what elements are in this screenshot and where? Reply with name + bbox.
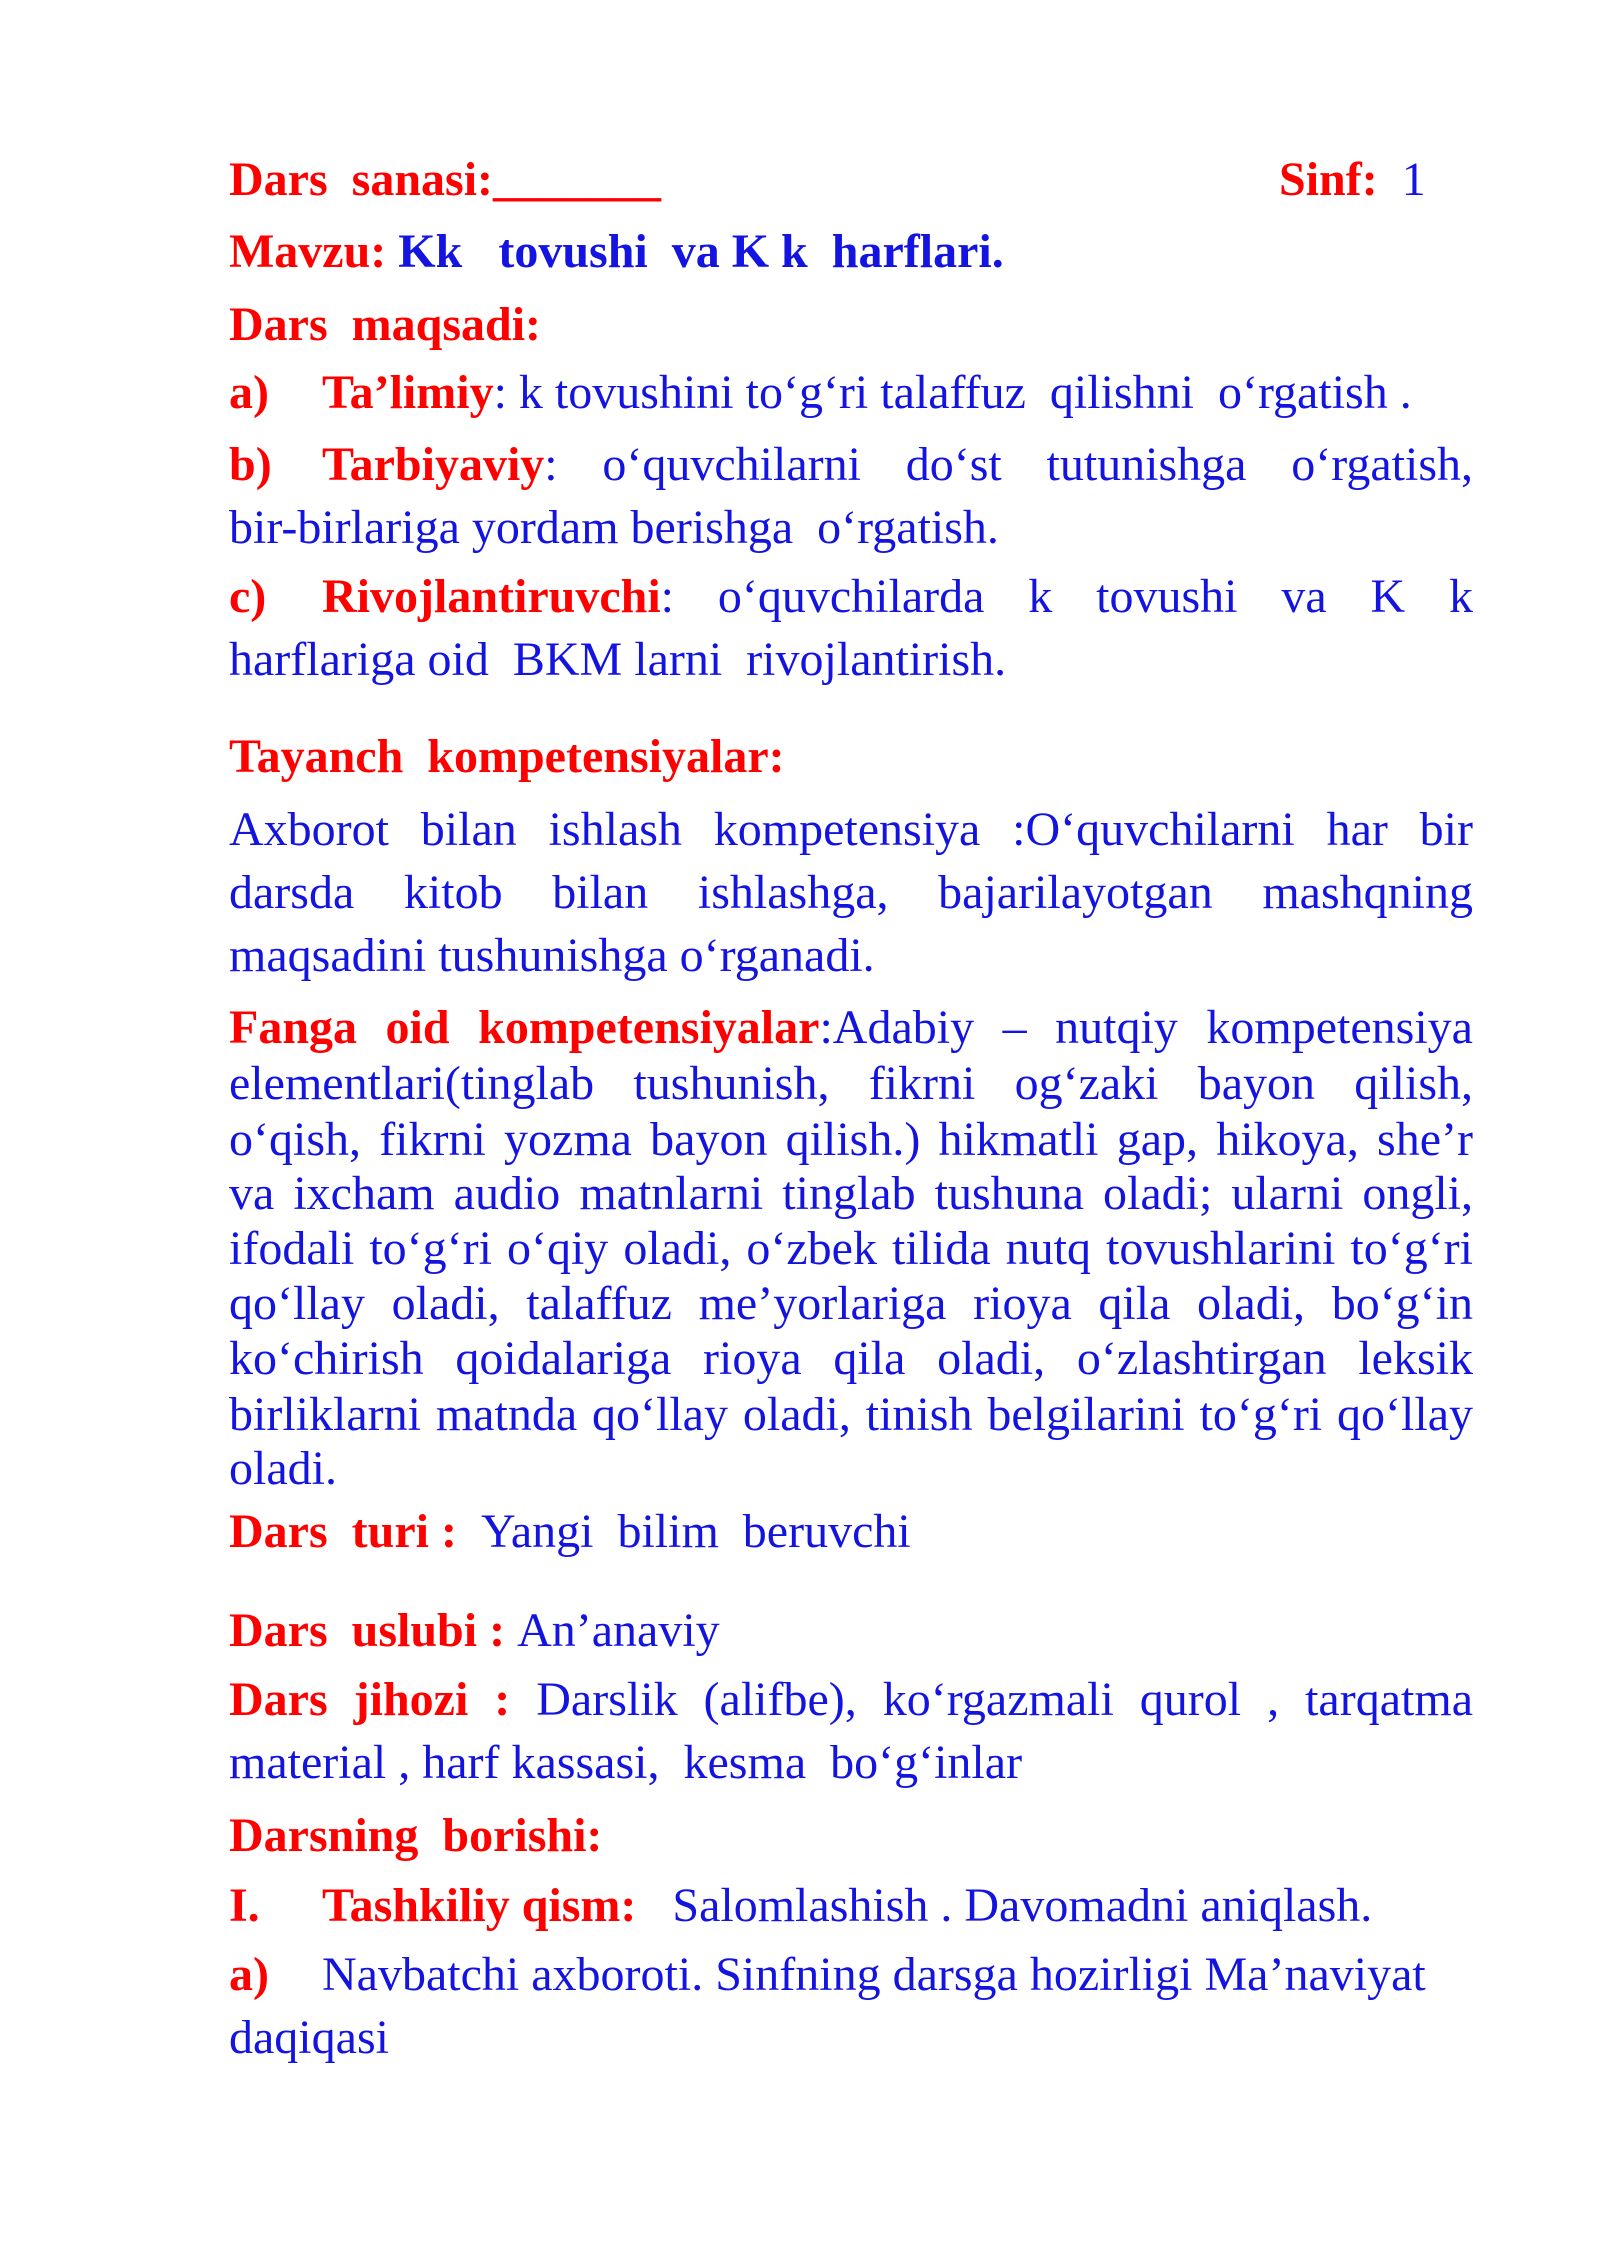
stage-marker: I. [229, 1879, 260, 1932]
paragraph-text: va ixcham audio matnlarni tinglab tushuna oladi; ularni ongli, [229, 1167, 1473, 1220]
class-value: 1 [1401, 153, 1426, 206]
lesson-type-value: Yangi bilim beruvchi [480, 1505, 911, 1558]
date-label: Dars sanasi: [229, 153, 494, 206]
subject-competency-line [229, 1056, 1473, 1112]
paragraph-text: birliklarni matnda qo‘llay oladi, tinish belgilarini to‘g‘ri qo‘llay [229, 1388, 1473, 1441]
goal-label: Rivojlantiruvchi [322, 570, 661, 623]
lesson-type-label: Dars turi : [229, 1505, 457, 1558]
paragraph-text: ko‘chirish qoidalariga rioya qila oladi, o‘zlashtirgan leksik [229, 1332, 1473, 1385]
paragraph-text: Axborot bilan ishlash kompetensiya :O‘quvchilarni har bir [229, 803, 1473, 856]
date-class-row [229, 152, 1473, 208]
procedure-heading [229, 1808, 1473, 1864]
equipment-label: Dars jihozi : [229, 1673, 511, 1726]
lesson-method-value: An’anaviy [517, 1604, 720, 1657]
substep-marker: a) [229, 1948, 269, 2001]
procedure-substep [229, 1947, 1473, 2003]
topic-label: Mavzu: [229, 225, 387, 278]
competencies-heading [229, 729, 1473, 785]
goal-developmental-cont [229, 632, 1473, 688]
goal-educational [229, 365, 1473, 421]
topic-row [229, 224, 1473, 280]
goal-marker: b) [229, 438, 272, 491]
date-blank: _______ [493, 153, 662, 206]
paragraph-text: darsda kitob bilan ishlashga, bajarilayotgan mashqning [229, 866, 1473, 919]
paragraph-text: elementlari(tinglab tushunish, fikrni og‘zaki bayon qilish, [229, 1057, 1473, 1110]
info-competency-line [229, 802, 1473, 858]
subject-competency-line [229, 1441, 1473, 1497]
goal-text: harflariga oid BKM larni rivojlantirish. [229, 633, 1007, 686]
paragraph-text: ifodali to‘g‘ri o‘qiy oladi, o‘zbek tilida nutq tovushlarini to‘g‘ri [229, 1222, 1473, 1275]
subject-competency-line [229, 1276, 1473, 1332]
paragraph-text: qo‘llay oladi, talaffuz me’yorlariga rioya qila oladi, bo‘g‘in [229, 1277, 1473, 1330]
subject-competency-line [229, 1221, 1473, 1277]
equipment-text: material , harf kassasi, kesma bo‘g‘inlar [229, 1736, 1023, 1789]
procedure-heading-text: Darsning borishi: [229, 1809, 603, 1862]
subject-competency-line [229, 1112, 1473, 1168]
stage-label: Tashkiliy qism: [322, 1879, 637, 1932]
goal-text: : k tovushini to‘g‘ri talaffuz qilishni o‘rgatish . [493, 366, 1412, 419]
subject-competency-line [229, 1387, 1473, 1443]
subject-competency-line [229, 1166, 1473, 1222]
subject-competency-label: Fanga oid kompetensiyalar [229, 1001, 820, 1054]
lesson-method-label: Dars uslubi : [229, 1604, 506, 1657]
subject-competency-line [229, 1000, 1473, 1056]
procedure-stage [229, 1878, 1473, 1934]
lesson-type-row [229, 1504, 1473, 1560]
goal-text: : o‘quvchilarni do‘st tutunishga o‘rgatish, [544, 438, 1473, 491]
substep-text: daqiqasi [229, 2011, 389, 2064]
goal-upbringing-cont [229, 500, 1473, 556]
info-competency-line [229, 865, 1473, 921]
lesson-method-row [229, 1603, 1473, 1659]
goal-marker: a) [229, 366, 269, 419]
goal-label: Tarbiyaviy [322, 438, 545, 491]
subject-competency-line [229, 1331, 1473, 1387]
paragraph-text: maqsadini tushunishga o‘rganadi. [229, 929, 875, 982]
goal-text: : o‘quvchilarda k tovushi va K k [660, 570, 1473, 623]
equipment-row [229, 1672, 1473, 1728]
paragraph-text: :Adabiy – nutqiy kompetensiya [819, 1001, 1473, 1054]
class-info [1279, 152, 1426, 208]
goals-heading-text: Dars maqsadi: [229, 298, 542, 351]
paragraph-text: o‘qish, fikrni yozma bayon qilish.) hikmatli gap, hikoya, she’r [229, 1113, 1473, 1166]
topic-value: Kk tovushi va K k harflari. [398, 225, 1004, 278]
goals-heading [229, 297, 1473, 353]
goal-label: Ta’limiy [322, 366, 494, 419]
competencies-heading-text: Tayanch kompetensiyalar: [229, 730, 785, 783]
goal-text: bir-birlariga yordam berishga o‘rgatish. [229, 501, 999, 554]
goal-developmental [229, 569, 1473, 625]
goal-upbringing [229, 437, 1473, 493]
goal-marker: c) [229, 570, 267, 623]
info-competency-line [229, 928, 1473, 984]
paragraph-text: oladi. [229, 1442, 337, 1495]
procedure-substep-cont [229, 2010, 1473, 2066]
class-label: Sinf: [1279, 153, 1378, 206]
equipment-row-cont [229, 1735, 1473, 1791]
stage-text: Salomlashish . Davomadni aniqlash. [672, 1879, 1373, 1932]
substep-text: Navbatchi axboroti. Sinfning darsga hozirligi Ma’naviyat [322, 1948, 1426, 2001]
equipment-text: Darslik (alifbe), ko‘rgazmali qurol , tarqatma [536, 1673, 1473, 1726]
